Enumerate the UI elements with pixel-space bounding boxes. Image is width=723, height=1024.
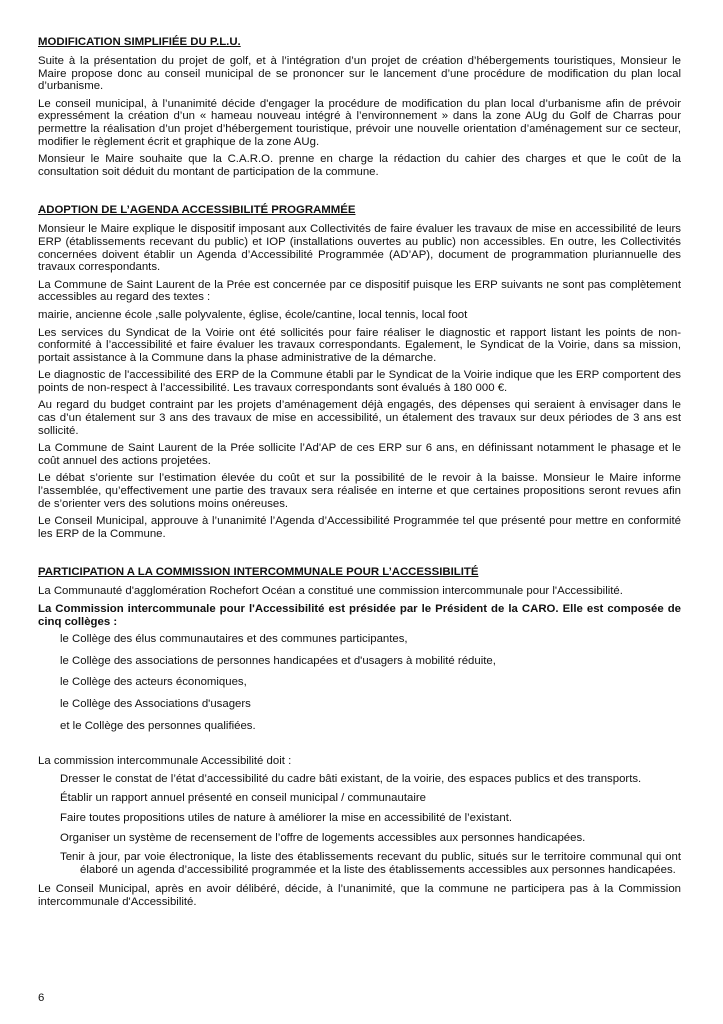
list-item: Tenir à jour, par voie électronique, la liste des établissements recevant du public, situés sur le territoire communal qui ont élaboré un agenda d’accessibilité programmée et la liste des établissements accessibles aux personnes handicapées. — [60, 851, 681, 876]
list-item: Organiser un système de recensement de l’offre de logements accessibles aux personnes handicapées. — [60, 831, 586, 844]
paragraph: Monsieur le Maire souhaite que la C.A.R.O. prenne en charge la rédaction du cahier des charges et que le coût de la consultation soit déduit du montant de participation de la commune. — [38, 153, 681, 178]
section-plu — [38, 36, 681, 178]
paragraph: Suite à la présentation du projet de golf, et à l’intégration d’un projet de création d’hébergements touristiques, Monsieur le Maire propose donc au conseil municipal de se prononcer sur le lancement d’une procédure de modification du plan local d’urbanisme. — [38, 55, 681, 93]
paragraph: Le diagnostic de l'accessibilité des ERP de la Commune établi par le Syndicat de la Voirie indique que les ERP comportent des points de non-respect à l’accessibilité. Les travaux correspondants sont évalués à 180 000 €. — [38, 369, 681, 394]
paragraph: Le Conseil Municipal, approuve à l’unanimité l’Agenda d’Accessibilité Programmée tel que présenté pour mettre en conformité les ERP de la Commune. — [38, 515, 681, 540]
section-heading: MODIFICATION SIMPLIFIÉE DU P.L.U. — [38, 36, 241, 48]
paragraph: Le Conseil Municipal, après en avoir délibéré, décide, à l’unanimité, que la commune ne participera pas à la Commission intercommunale d'Accessibilité. — [38, 883, 681, 908]
colleges-list — [38, 633, 681, 732]
section-adap — [38, 204, 681, 540]
list-item: Établir un rapport annuel présenté en conseil municipal / communautaire — [60, 792, 426, 805]
paragraph-bold: La Commission intercommunale pour l'Accessibilité est présidée par le Président de la CARO. Elle est composée de cinq collèges : — [38, 603, 681, 628]
paragraph: Au regard du budget contraint par les projets d’aménagement déjà engagés, des dépenses qui seraient à envisager dans le cas d’un étalement sur 3 ans des travaux de mise en accessibilité, un étalement des travaux sur deux périodes de 3 ans est sollicité. — [38, 399, 681, 437]
paragraph: Le débat s’oriente sur l’estimation élevée du coût et sur la possibilité de le revoir à la baisse. Monsieur le Maire informe l’assemblée, qu’effectivement une partie des travaux sera réalisée en interne et que certaines propositions seront revues afin de s’orienter vers des solutions moins onéreuses. — [38, 472, 681, 510]
paragraph: La Commune de Saint Laurent de la Prée est concernée par ce dispositif puisque les ERP suivants ne sont pas complètement accessibles au regard des textes : — [38, 278, 681, 304]
paragraph: La Commune de Saint Laurent de la Prée sollicite l’Ad'AP de ces ERP sur 6 ans, en définissant notamment le phasage et le coût annuel des actions projetées. — [38, 442, 681, 467]
list-item: le Collège des associations de personnes handicapées et d'usagers à mobilité réduite, — [60, 654, 496, 667]
document-page — [38, 30, 681, 914]
spacer — [38, 741, 681, 755]
list-item: Dresser le constat de l’état d’accessibilité du cadre bâti existant, de la voirie, des espaces publics et des transports. — [60, 772, 642, 785]
section-heading: ADOPTION DE L’AGENDA ACCESSIBILITÉ PROGRAMMÉE — [38, 204, 356, 217]
section-heading: PARTICIPATION A LA COMMISSION INTERCOMMUNALE POUR L’ACCESSIBILITÉ — [38, 566, 479, 579]
section-commission — [38, 566, 681, 908]
paragraph: La Communauté d'agglomération Rochefort Océan a constitué une commission intercommunale pour l'Accessibilité. — [38, 585, 623, 598]
paragraph: Les services du Syndicat de la Voirie ont été sollicités pour faire réaliser le diagnostic et rapport listant les points de non-conformité à l’accessibilité et faire évaluer les travaux correspondants. Egalement, le Syndicat de la Voirie, dans sa mission, portait assistance à la Commune dans la phase administrative de la démarche. — [38, 326, 681, 364]
tasks-list — [38, 773, 681, 877]
paragraph: Monsieur le Maire explique le dispositif imposant aux Collectivités de faire évaluer les travaux de mise en accessibilité de leurs ERP (établissements recevant du public) et IOP (installations ouvertes au public) non accessibles. En outre, les Collectivités concernées doivent établir un Agenda d’Accessibilité Programmée (AD’AP), document de programmation pluriannuelle des travaux correspondants. — [38, 223, 681, 274]
list-item: le Collège des Associations d'usagers — [60, 697, 251, 710]
paragraph: Le conseil municipal, à l’unanimité décide d'engager la procédure de modification du plan local d’urbanisme afin de prévoir expressément la création d’un « hameau nouveau intégré à l’environnement » dans la zone AUg du Golf de Charras pour permettre la réalisation d’un projet d’hébergement touristique, prévoir une nouvelle orientation d’aménagement sur ce secteur, modifier le règlement écrit et graphique de la zone AUg. — [38, 97, 681, 148]
page-number: 6 — [38, 992, 45, 1004]
list-item: Faire toutes propositions utiles de nature à améliorer la mise en accessibilité de l’existant. — [60, 811, 513, 824]
list-item: le Collège des acteurs économiques, — [60, 676, 247, 689]
list-item: le Collège des élus communautaires et des communes participantes, — [60, 633, 408, 646]
paragraph: mairie, ancienne école ,salle polyvalente, église, école/cantine, local tennis, local foot — [38, 308, 468, 321]
paragraph: La commission intercommunale Accessibilité doit : — [38, 755, 292, 768]
list-item: et le Collège des personnes qualifiées. — [60, 719, 256, 732]
